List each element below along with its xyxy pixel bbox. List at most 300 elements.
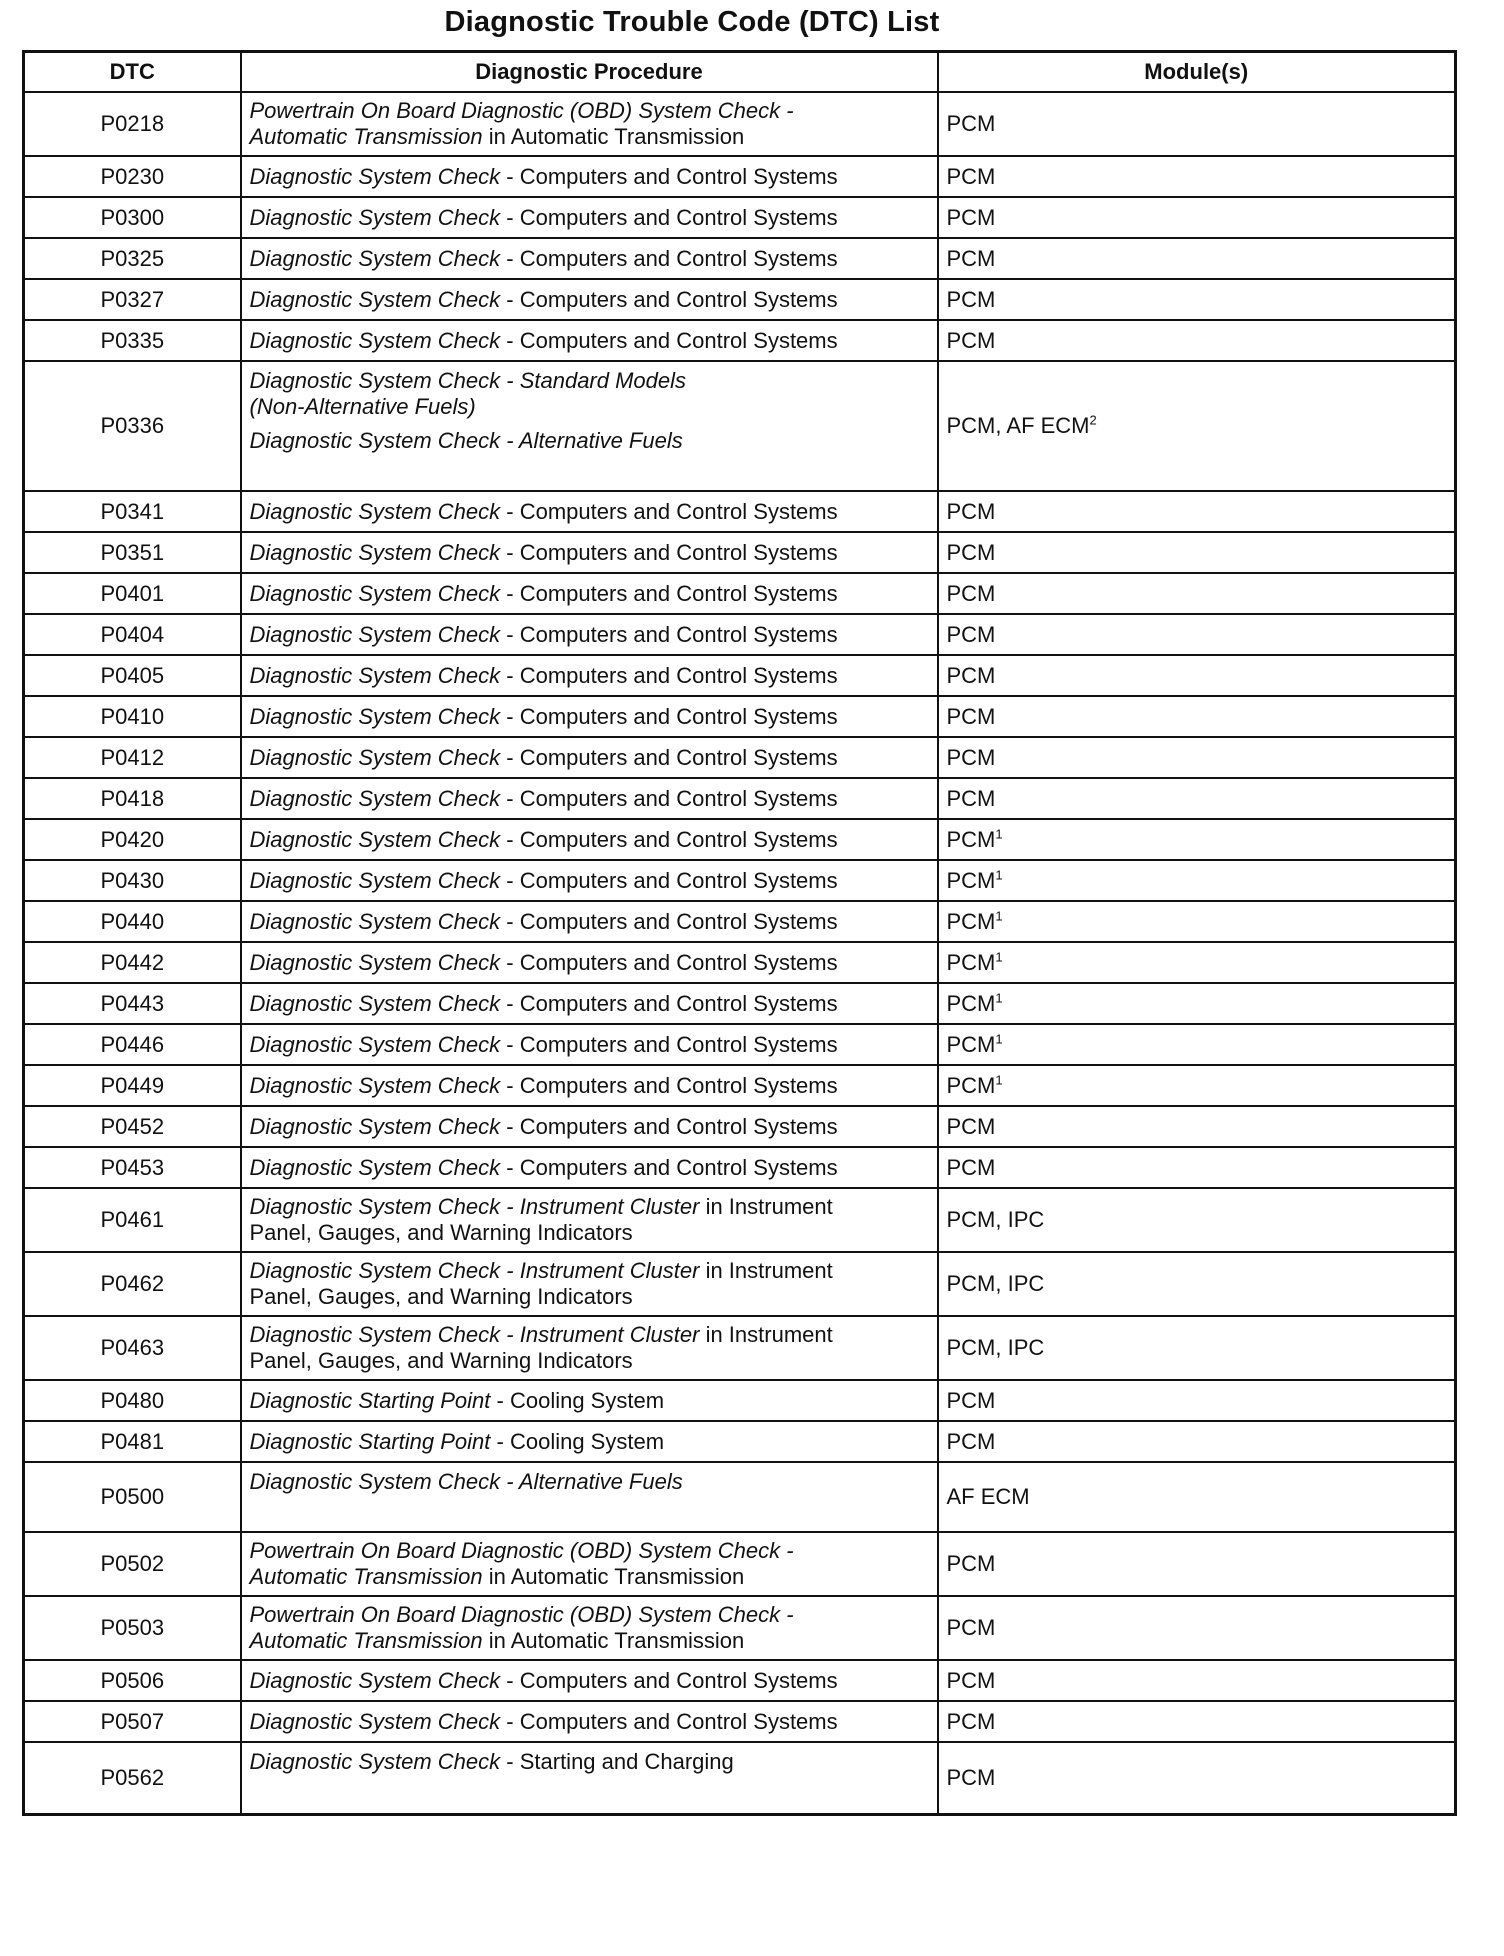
procedure-italic-text: Diagnostic System Check <box>249 785 501 811</box>
module-cell <box>938 238 1456 279</box>
procedure-text: Panel, Gauges, and Warning Indicators <box>249 1220 633 1245</box>
procedure-cell <box>241 320 938 361</box>
procedure-italic-text: Diagnostic System Check <box>249 867 501 893</box>
procedure-italic-text: Diagnostic System Check <box>249 908 501 934</box>
module-cell <box>938 197 1456 238</box>
procedure-italic-text: Diagnostic System Check - Standard Models <box>249 368 687 393</box>
procedure-italic-text: Diagnostic System Check <box>249 1667 501 1693</box>
procedure-text: - <box>490 1387 510 1413</box>
procedure-italic-text: Diagnostic System Check <box>249 662 501 688</box>
module-cell <box>938 1252 1456 1316</box>
procedure-text: Computers and Control Systems <box>519 327 838 353</box>
module-text: PCM <box>946 785 996 811</box>
dtc-code-cell: P0562 <box>24 1742 241 1815</box>
procedure-italic-text: Diagnostic System Check <box>249 744 501 770</box>
procedure-italic-text: Diagnostic System Check <box>249 1194 501 1219</box>
module-text: PCM <box>946 111 996 136</box>
procedure-text: - <box>500 1667 520 1693</box>
module-cell <box>938 1596 1456 1660</box>
procedure-line <box>250 827 929 853</box>
dtc-code-cell: P0500 <box>24 1462 241 1532</box>
procedure-line <box>250 540 929 566</box>
procedure-cell <box>241 279 938 320</box>
module-cell <box>938 1188 1456 1252</box>
procedure-cell <box>241 1742 938 1815</box>
procedure-text: Computers and Control Systems <box>519 580 838 606</box>
procedure-cell <box>241 860 938 901</box>
dtc-code-cell: P0335 <box>24 320 241 361</box>
table-row <box>24 1421 1456 1462</box>
module-text: PCM, IPC <box>946 1335 1045 1360</box>
procedure-line <box>250 246 929 272</box>
dtc-code-cell: P0463 <box>24 1316 241 1380</box>
table-row <box>24 1065 1456 1106</box>
procedure-italic-text: Diagnostic System Check <box>249 1749 501 1774</box>
procedure-line <box>250 1155 929 1181</box>
procedure-italic-text: Diagnostic System Check <box>249 327 501 353</box>
procedure-line <box>250 581 929 607</box>
table-row <box>24 819 1456 860</box>
footnote-marker: 1 <box>995 1072 1003 1088</box>
procedure-text: in Instrument <box>699 1194 833 1219</box>
procedure-cell <box>241 1106 938 1147</box>
procedure-line <box>250 1032 929 1058</box>
footnote-marker: 1 <box>995 826 1003 842</box>
procedure-text: - <box>500 867 520 893</box>
procedure-text: Starting and Charging <box>519 1749 734 1774</box>
procedure-italic-text: Diagnostic System Check <box>249 621 501 647</box>
dtc-code-cell: P0218 <box>24 92 241 156</box>
dtc-code-cell: P0461 <box>24 1188 241 1252</box>
table-row <box>24 156 1456 197</box>
module-cell <box>938 1421 1456 1462</box>
procedure-italic-text: Diagnostic Starting Point <box>249 1428 491 1454</box>
module-text: PCM <box>946 327 996 353</box>
table-row <box>24 1147 1456 1188</box>
module-text: PCM <box>946 1615 996 1640</box>
procedure-line <box>250 786 929 812</box>
procedure-italic-text: Diagnostic System Check <box>249 580 501 606</box>
table-row <box>24 696 1456 737</box>
procedure-cell <box>241 491 938 532</box>
module-text: PCM <box>946 580 996 606</box>
header-procedure: Diagnostic Procedure <box>241 52 938 93</box>
procedure-italic-text: Diagnostic System Check <box>249 1113 501 1139</box>
procedure-italic-text: Instrument Cluster <box>519 1258 700 1283</box>
module-cell <box>938 279 1456 320</box>
procedure-italic-text: Diagnostic System Check <box>249 1322 501 1347</box>
module-text: PCM <box>946 1667 996 1693</box>
procedure-italic-text: - <box>500 1258 520 1283</box>
table-row <box>24 1701 1456 1742</box>
procedure-line <box>250 368 929 394</box>
module-text: PCM <box>946 1154 996 1180</box>
table-row <box>24 1252 1456 1316</box>
module-cell <box>938 1147 1456 1188</box>
procedure-cell <box>241 1024 938 1065</box>
procedure-line <box>250 428 929 454</box>
procedure-line <box>250 328 929 354</box>
procedure-italic-text: Automatic Transmission <box>249 1564 483 1589</box>
table-row <box>24 320 1456 361</box>
procedure-text: - <box>500 204 520 230</box>
procedure-italic-text: (Non-Alternative Fuels) <box>249 394 476 419</box>
procedure-line <box>250 991 929 1017</box>
procedure-cell <box>241 1147 938 1188</box>
procedure-text: - <box>500 1072 520 1098</box>
procedure-text: in Automatic Transmission <box>482 1564 745 1589</box>
procedure-cell <box>241 532 938 573</box>
procedure-line <box>250 909 929 935</box>
dtc-table <box>22 50 1457 1816</box>
procedure-cell <box>241 361 938 491</box>
dtc-code-cell: P0341 <box>24 491 241 532</box>
footnote-marker: 1 <box>995 990 1003 1006</box>
procedure-italic-text: Diagnostic System Check <box>249 949 501 975</box>
procedure-cell <box>241 1596 938 1660</box>
module-cell <box>938 1024 1456 1065</box>
procedure-italic-text: Diagnostic System Check <box>249 1031 501 1057</box>
footnote-marker: 1 <box>995 908 1003 924</box>
dtc-code-cell: P0336 <box>24 361 241 491</box>
module-cell <box>938 1316 1456 1380</box>
procedure-line <box>250 1429 929 1455</box>
table-row <box>24 1316 1456 1380</box>
module-text: PCM <box>946 744 996 770</box>
procedure-line <box>250 1602 929 1628</box>
procedure-text: Computers and Control Systems <box>519 539 838 565</box>
procedure-line <box>250 1749 929 1775</box>
dtc-code-cell: P0442 <box>24 942 241 983</box>
procedure-cell <box>241 696 938 737</box>
module-text: PCM <box>946 245 996 271</box>
procedure-text: Computers and Control Systems <box>519 621 838 647</box>
procedure-line <box>250 1073 929 1099</box>
module-text: PCM <box>946 662 996 688</box>
procedure-text: Computers and Control Systems <box>519 1667 838 1693</box>
procedure-cell <box>241 1421 938 1462</box>
procedure-text: - <box>490 1428 510 1454</box>
procedure-text: Computers and Control Systems <box>519 703 838 729</box>
module-cell <box>938 573 1456 614</box>
table-row <box>24 238 1456 279</box>
module-cell <box>938 860 1456 901</box>
module-cell <box>938 942 1456 983</box>
procedure-text: - <box>500 286 520 312</box>
dtc-code-cell: P0440 <box>24 901 241 942</box>
procedure-text: - <box>500 1749 520 1774</box>
procedure-line <box>250 1114 929 1140</box>
module-text: PCM <box>946 163 996 189</box>
procedure-text: - <box>500 990 520 1016</box>
procedure-text: - <box>500 1113 520 1139</box>
procedure-line <box>250 1220 929 1246</box>
procedure-text: - <box>500 662 520 688</box>
module-cell <box>938 491 1456 532</box>
procedure-line <box>250 124 929 150</box>
procedure-line <box>250 704 929 730</box>
procedure-line <box>250 1284 929 1310</box>
module-cell <box>938 614 1456 655</box>
procedure-text: Computers and Control Systems <box>519 1113 838 1139</box>
footnote-marker: 1 <box>995 949 1003 965</box>
procedure-text: Cooling System <box>509 1428 665 1454</box>
procedure-line <box>250 1258 929 1284</box>
page-title-text: Diagnostic Trouble Code (DTC) List <box>444 6 940 38</box>
table-row <box>24 491 1456 532</box>
procedure-line <box>250 1564 929 1590</box>
dtc-code-cell: P0503 <box>24 1596 241 1660</box>
procedure-line <box>250 1538 929 1564</box>
module-cell <box>938 92 1456 156</box>
procedure-cell <box>241 156 938 197</box>
module-text: PCM <box>946 1387 996 1413</box>
procedure-line <box>250 1709 929 1735</box>
dtc-code-cell: P0325 <box>24 238 241 279</box>
procedure-cell <box>241 1701 938 1742</box>
dtc-code-cell: P0351 <box>24 532 241 573</box>
table-body <box>24 92 1456 1815</box>
procedure-text: Computers and Control Systems <box>519 245 838 271</box>
procedure-line <box>250 394 929 420</box>
procedure-text: in Instrument <box>699 1322 833 1347</box>
dtc-code-cell: P0502 <box>24 1532 241 1596</box>
procedure-text: - <box>500 785 520 811</box>
header-modules: Module(s) <box>938 52 1456 93</box>
procedure-italic-text: Diagnostic Starting Point <box>249 1387 491 1413</box>
module-cell <box>938 696 1456 737</box>
procedure-text: Computers and Control Systems <box>519 949 838 975</box>
dtc-code-cell: P0412 <box>24 737 241 778</box>
procedure-italic-text: Automatic Transmission <box>249 124 483 149</box>
module-cell <box>938 1742 1456 1815</box>
procedure-line <box>250 663 929 689</box>
dtc-code-cell: P0449 <box>24 1065 241 1106</box>
module-cell <box>938 1462 1456 1532</box>
module-cell <box>938 655 1456 696</box>
procedure-text: Computers and Control Systems <box>519 498 838 524</box>
procedure-line <box>250 164 929 190</box>
footnote-marker: 1 <box>995 1031 1003 1047</box>
procedure-line <box>250 205 929 231</box>
module-text: PCM <box>946 1708 996 1734</box>
table-row <box>24 942 1456 983</box>
procedure-text: - <box>500 826 520 852</box>
table-row <box>24 1380 1456 1421</box>
procedure-italic-text: Diagnostic System Check <box>249 498 501 524</box>
table-row <box>24 1532 1456 1596</box>
procedure-line <box>250 1194 929 1220</box>
procedure-line <box>250 98 929 124</box>
dtc-code-cell: P0401 <box>24 573 241 614</box>
procedure-line <box>250 287 929 313</box>
module-cell <box>938 1065 1456 1106</box>
procedure-line <box>250 622 929 648</box>
procedure-line <box>250 1322 929 1348</box>
procedure-text: Computers and Control Systems <box>519 662 838 688</box>
procedure-italic-text: Instrument Cluster <box>519 1194 700 1219</box>
procedure-text: in Automatic Transmission <box>482 1628 745 1653</box>
procedure-line <box>250 1348 929 1374</box>
module-text: PCM <box>946 1072 996 1098</box>
module-text: PCM <box>946 204 996 230</box>
table-row <box>24 778 1456 819</box>
procedure-text: - <box>500 621 520 647</box>
table-row <box>24 361 1456 491</box>
procedure-cell <box>241 655 938 696</box>
module-cell <box>938 819 1456 860</box>
procedure-text: Computers and Control Systems <box>519 1072 838 1098</box>
module-text: PCM <box>946 1428 996 1454</box>
dtc-code-cell: P0452 <box>24 1106 241 1147</box>
procedure-cell <box>241 238 938 279</box>
procedure-text: - <box>500 949 520 975</box>
procedure-line <box>250 745 929 771</box>
module-cell <box>938 1660 1456 1701</box>
procedure-text: Panel, Gauges, and Warning Indicators <box>249 1284 633 1309</box>
procedure-text: in Instrument <box>699 1258 833 1283</box>
procedure-italic-text: Diagnostic System Check <box>249 163 501 189</box>
module-cell <box>938 1701 1456 1742</box>
procedure-text: - <box>500 580 520 606</box>
table-header-row <box>24 52 1456 93</box>
footnote-marker: 1 <box>995 867 1003 883</box>
module-cell <box>938 1380 1456 1421</box>
procedure-line <box>250 1469 929 1495</box>
procedure-cell <box>241 778 938 819</box>
dtc-code-cell: P0507 <box>24 1701 241 1742</box>
module-text: AF ECM <box>946 1484 1030 1509</box>
procedure-text: Computers and Control Systems <box>519 1031 838 1057</box>
procedure-text: Computers and Control Systems <box>519 1154 838 1180</box>
procedure-text: - <box>500 1031 520 1057</box>
procedure-italic-text: Diagnostic System Check <box>249 539 501 565</box>
procedure-italic-text: Automatic Transmission <box>249 1628 483 1653</box>
module-cell <box>938 983 1456 1024</box>
table-row <box>24 655 1456 696</box>
dtc-code-cell: P0404 <box>24 614 241 655</box>
table-row <box>24 983 1456 1024</box>
procedure-cell <box>241 901 938 942</box>
module-text: PCM <box>946 621 996 647</box>
dtc-code-cell: P0480 <box>24 1380 241 1421</box>
procedure-italic-text: Diagnostic System Check - Alternative Fuels <box>249 1469 683 1494</box>
procedure-cell <box>241 1316 938 1380</box>
procedure-italic-text: Diagnostic System Check <box>249 1154 501 1180</box>
dtc-code-cell: P0462 <box>24 1252 241 1316</box>
table-row <box>24 1024 1456 1065</box>
module-text: PCM <box>946 1765 996 1790</box>
procedure-cell <box>241 942 938 983</box>
table-row <box>24 92 1456 156</box>
procedure-cell <box>241 1462 938 1532</box>
table-row <box>24 279 1456 320</box>
procedure-cell <box>241 737 938 778</box>
footnote-marker: 2 <box>1089 412 1097 428</box>
procedure-italic-text: Diagnostic System Check <box>249 826 501 852</box>
table-row <box>24 1462 1456 1532</box>
module-cell <box>938 320 1456 361</box>
procedure-text: - <box>500 245 520 271</box>
table-row <box>24 1742 1456 1815</box>
procedure-text: Computers and Control Systems <box>519 908 838 934</box>
procedure-text: - <box>500 163 520 189</box>
procedure-line <box>250 950 929 976</box>
module-text: PCM <box>946 867 996 893</box>
procedure-cell <box>241 1660 938 1701</box>
module-text: PCM <box>946 539 996 565</box>
module-text: PCM <box>946 1031 996 1057</box>
procedure-text: Computers and Control Systems <box>519 744 838 770</box>
module-text: PCM <box>946 703 996 729</box>
procedure-text: - <box>500 908 520 934</box>
module-text: PCM <box>946 286 996 312</box>
module-text: PCM, AF ECM <box>946 413 1090 438</box>
procedure-italic-text: Powertrain On Board Diagnostic (OBD) System Check - <box>249 1602 794 1627</box>
dtc-code-cell: P0506 <box>24 1660 241 1701</box>
procedure-italic-text: Diagnostic System Check <box>249 204 501 230</box>
table-row <box>24 737 1456 778</box>
module-cell <box>938 156 1456 197</box>
module-text: PCM, IPC <box>946 1207 1045 1232</box>
dtc-code-cell: P0453 <box>24 1147 241 1188</box>
dtc-code-cell: P0481 <box>24 1421 241 1462</box>
module-text: PCM <box>946 949 996 975</box>
procedure-italic-text: Diagnostic System Check <box>249 1708 501 1734</box>
dtc-code-cell: P0327 <box>24 279 241 320</box>
procedure-text: Computers and Control Systems <box>519 826 838 852</box>
procedure-text: - <box>500 1708 520 1734</box>
procedure-cell <box>241 819 938 860</box>
procedure-cell <box>241 1532 938 1596</box>
procedure-cell <box>241 197 938 238</box>
procedure-italic-text: Diagnostic System Check - Alternative Fuels <box>249 428 683 453</box>
dtc-code-cell: P0443 <box>24 983 241 1024</box>
module-text: PCM <box>946 908 996 934</box>
dtc-code-cell: P0230 <box>24 156 241 197</box>
procedure-italic-text: Diagnostic System Check <box>249 703 501 729</box>
module-text: PCM <box>946 1551 996 1576</box>
module-cell <box>938 778 1456 819</box>
procedure-cell <box>241 573 938 614</box>
module-cell <box>938 1106 1456 1147</box>
page-title <box>0 6 1504 39</box>
dtc-code-cell: P0410 <box>24 696 241 737</box>
procedure-text: in Automatic Transmission <box>482 124 745 149</box>
procedure-text: - <box>500 539 520 565</box>
dtc-code-cell: P0420 <box>24 819 241 860</box>
procedure-text: - <box>500 498 520 524</box>
dtc-code-cell: P0430 <box>24 860 241 901</box>
procedure-cell <box>241 1252 938 1316</box>
table-row <box>24 860 1456 901</box>
module-cell <box>938 737 1456 778</box>
dtc-code-cell: P0446 <box>24 1024 241 1065</box>
procedure-text: Computers and Control Systems <box>519 990 838 1016</box>
procedure-italic-text: - <box>500 1194 520 1219</box>
table-row <box>24 901 1456 942</box>
procedure-italic-text: Diagnostic System Check <box>249 245 501 271</box>
procedure-cell <box>241 614 938 655</box>
table-row <box>24 614 1456 655</box>
procedure-text: Panel, Gauges, and Warning Indicators <box>249 1348 633 1373</box>
procedure-cell <box>241 92 938 156</box>
module-cell <box>938 901 1456 942</box>
table-row <box>24 197 1456 238</box>
procedure-italic-text: Diagnostic System Check <box>249 1072 501 1098</box>
procedure-cell <box>241 1065 938 1106</box>
procedure-text: Computers and Control Systems <box>519 867 838 893</box>
